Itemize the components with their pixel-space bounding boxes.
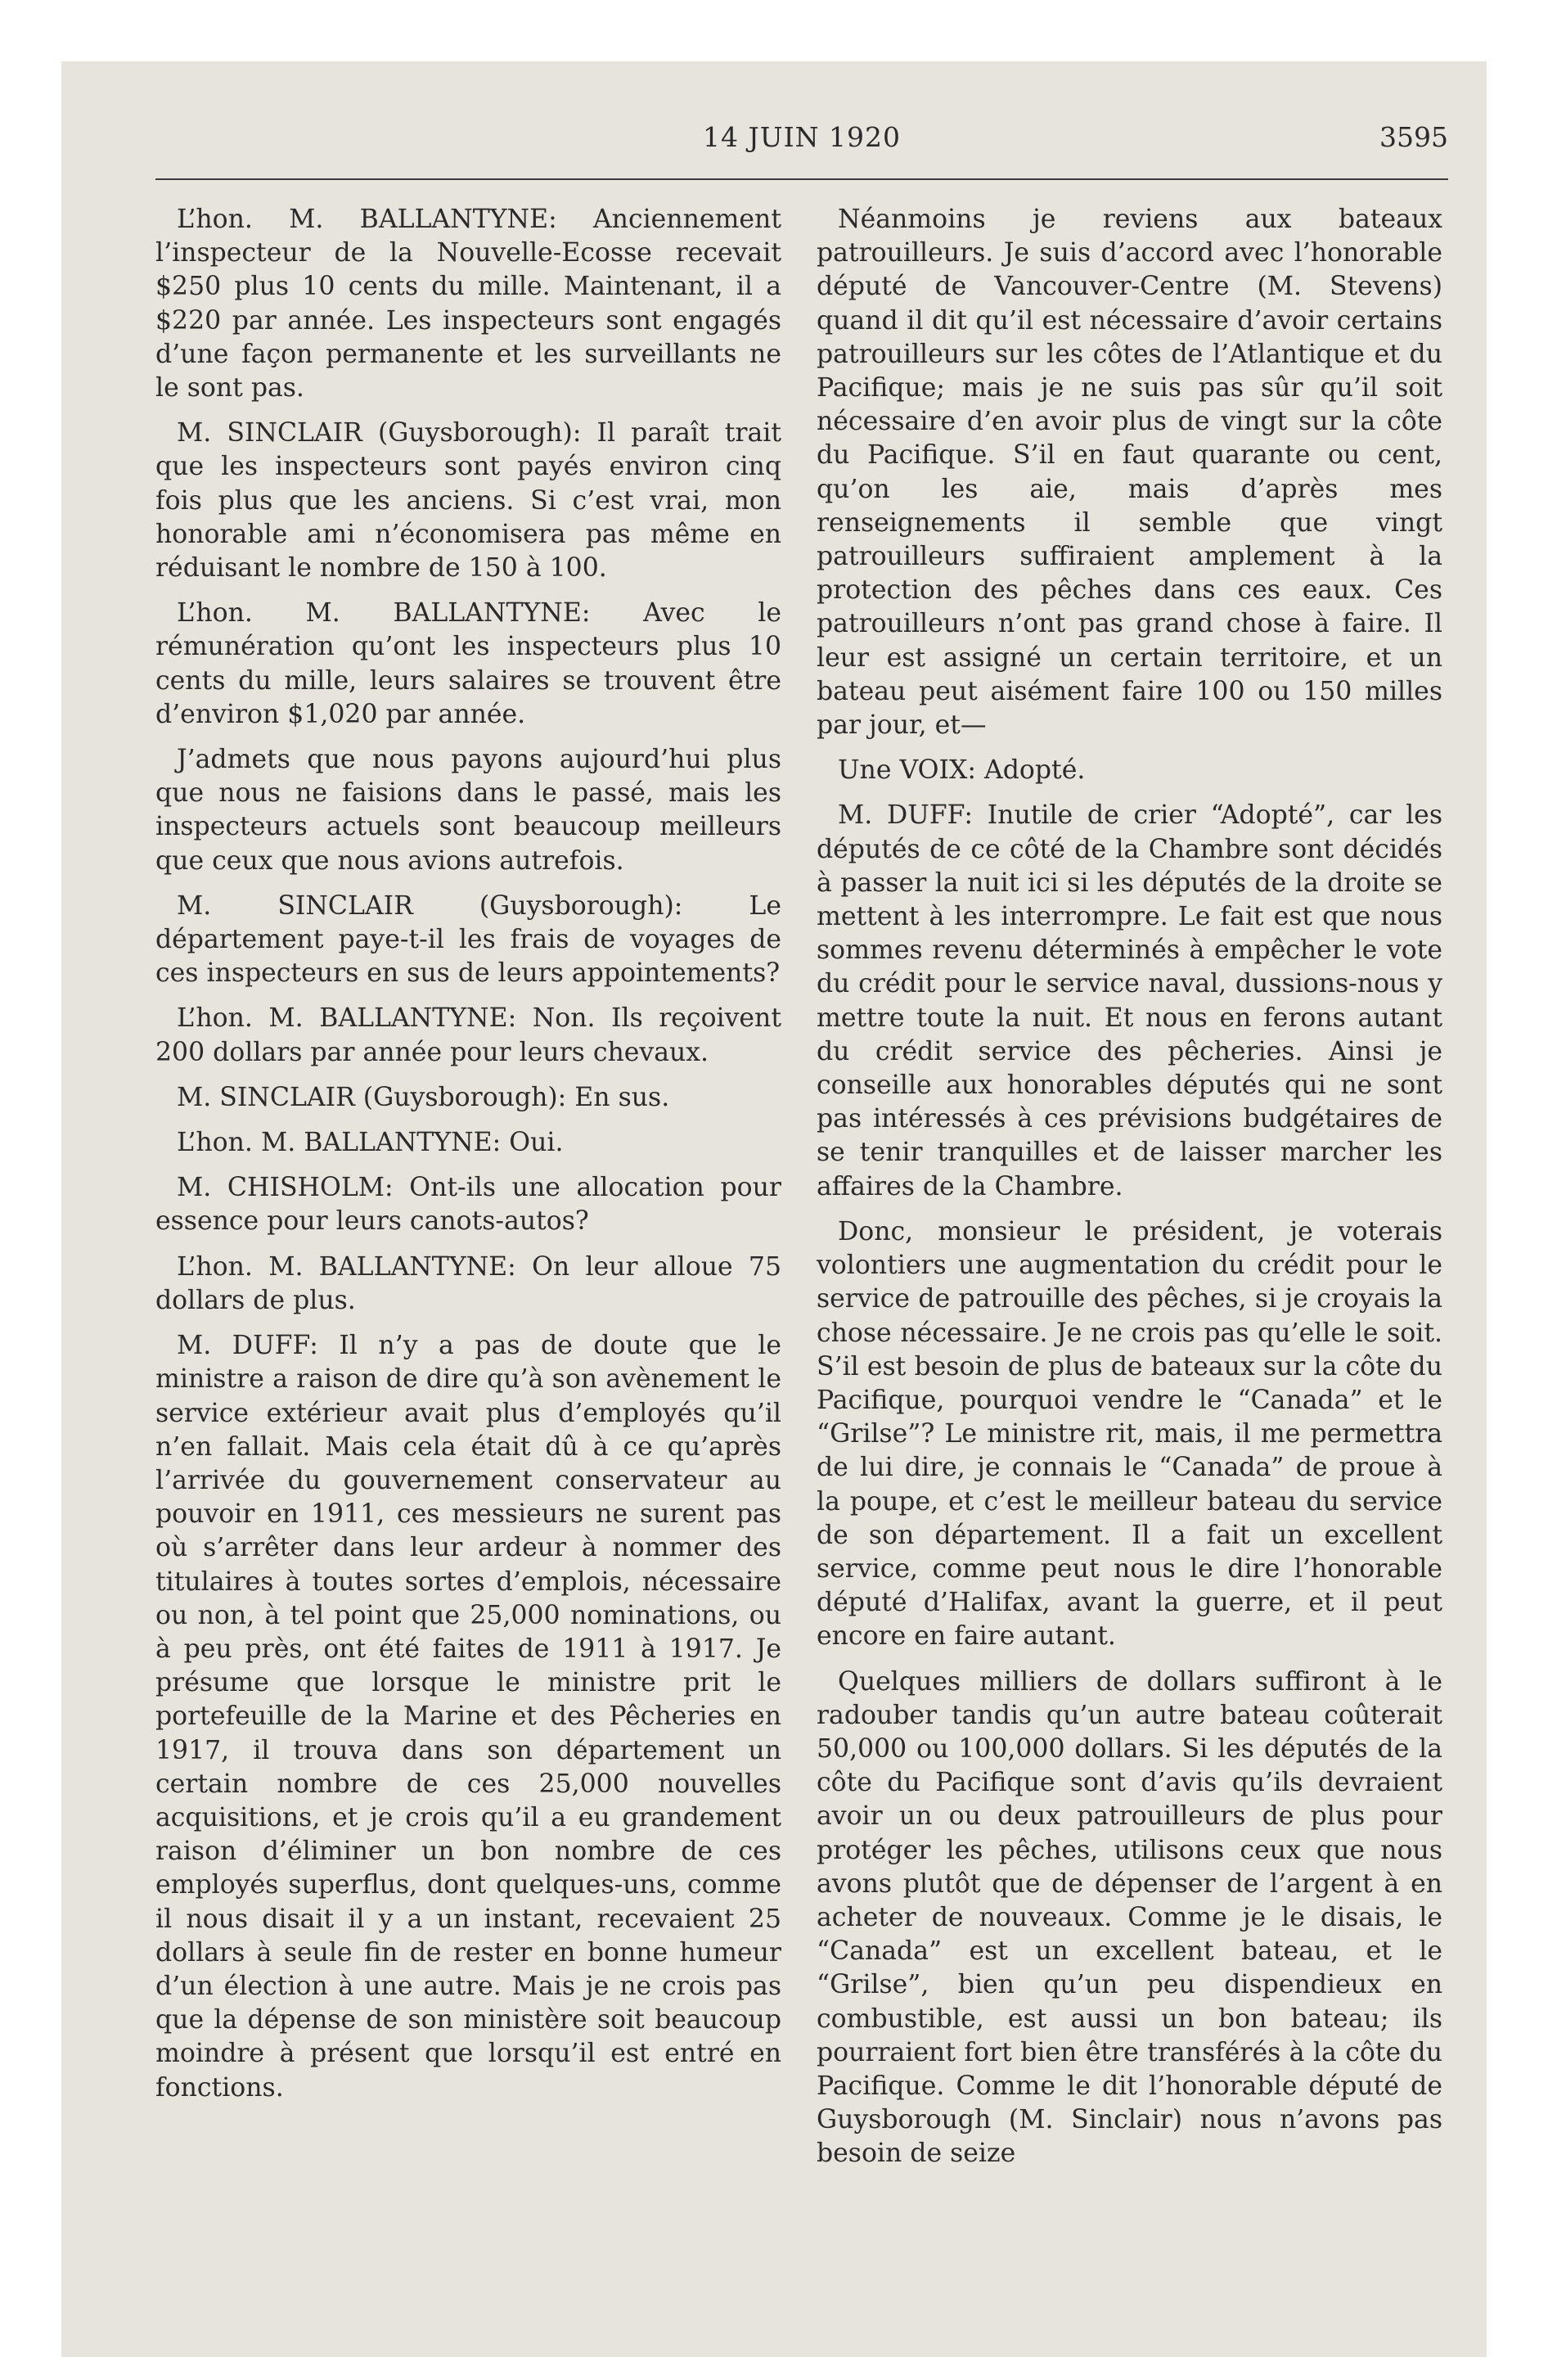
paragraph: M. SINCLAIR (Guysborough): Il paraît trait que les inspecteurs sont payés environ cinq fois plus que les anciens. Si c’est vrai, mon honorable ami n’économisera pas même en réduisant le nombre de 150 à 100. bbox=[155, 418, 781, 584]
paragraph: L’hon. M. BALLANTYNE: Avec le rémunération qu’ont les inspecteurs plus 10 cents du mille, leurs salaires se trouvent être d’environ $1,020 par année. bbox=[155, 598, 781, 729]
paragraph: Donc, monsieur le président, je voterais volontiers une augmentation du crédit pour le service de patrouille des pêches, si je croyais la chose nécessaire. Je ne crois pas qu’elle le soit. S’il est besoin de plus de bateaux sur la côte du Pacifique, pourquoi vendre le “Canada” et le “Grilse”? Le ministre rit, mais, il me permettra de lui dire, je connais le “Canada” de proue à la poupe, et c’est le meilleur bateau du service de son département. Il a fait un excellent service, comme peut nous le dire l’honorable député d’Halifax, avant la guerre, et il peut encore en faire autant. bbox=[817, 1216, 1442, 1652]
right-column bbox=[817, 203, 1442, 2183]
paragraph: L’hon. M. BALLANTYNE: Non. Ils reçoivent 200 dollars par année pour leurs chevaux. bbox=[155, 1003, 781, 1067]
paragraph: M. CHISHOLM: Ont-ils une allocation pour essence pour leurs canots-autos? bbox=[155, 1173, 781, 1237]
paragraph: Néanmoins je reviens aux bateaux patrouilleurs. Je suis d’accord avec l’honorable député de Vancouver-Centre (M. Stevens) quand il dit qu’il est nécessaire d’avoir certains patrouilleurs sur les côtes de l’Atlantique et du Pacifique; mais je ne suis pas sûr qu’il soit nécessaire d’en avoir plus de vingt sur la côte du Pacifique. S’il en faut quarante ou cent, qu’on les aie, mais d’après mes renseignements il semble que vingt patrouilleurs suffiraient amplement à la protection des pêches dans ces eaux. Ces patrouilleurs n’ont pas grand chose à faire. Il leur est assigné un certain territoire, et un bateau peut aisément faire 100 ou 150 milles par jour, et— bbox=[817, 205, 1442, 741]
paragraph: Quelques milliers de dollars suffiront à le radouber tandis qu’un autre bateau coûterait 50,000 ou 100,000 dollars. Si les députés de la côte du Pacifique sont d’avis qu’ils devraient avoir un ou deux patrouilleurs de plus pour protéger les pêches, utilisons ceux que nous avons plutôt que de dépenser de l’argent à en acheter de nouveaux. Comme je le disais, le “Canada” est un excellent bateau, et le “Grilse”, bien qu’un peu dispendieux en combustible, est aussi un bon bateau; ils pourraient fort bien être transférés à la côte du Pacifique. Comme le dit l’honorable député de Guysborough (M. Sinclair) nous n’avons pas besoin de seize bbox=[817, 1666, 1442, 2169]
paragraph: Une VOIX: Adopté. bbox=[838, 755, 1086, 786]
page bbox=[155, 98, 1448, 2226]
paragraph: M. SINCLAIR (Guysborough): En sus. bbox=[177, 1082, 670, 1112]
page-number: 3595 bbox=[1379, 121, 1448, 153]
page-date: 14 JUIN 1920 bbox=[703, 121, 901, 153]
paragraph: L’hon. M. BALLANTYNE: Oui. bbox=[177, 1128, 564, 1158]
header-rule bbox=[155, 178, 1448, 180]
paragraph: J’admets que nous payons aujourd’hui plus que nous ne faisions dans le passé, mais les inspecteurs actuels sont beaucoup meilleurs que ceux que nous avions autrefois. bbox=[155, 745, 781, 876]
paragraph: L’hon. M. BALLANTYNE: On leur alloue 75 dollars de plus. bbox=[155, 1251, 781, 1315]
paragraph: M. SINCLAIR (Guysborough): Le département paye-t-il les frais de voyages de ces inspecteurs en sus de leurs appointements? bbox=[155, 890, 781, 989]
paragraph: L’hon. M. BALLANTYNE: Anciennement l’inspecteur de la Nouvelle-Ecosse recevait $250 plus 10 cents du mille. Maintenant, il a $220 par année. Les inspecteurs sont engagés d’une façon permanente et les surveillants ne le sont pas. bbox=[155, 205, 781, 403]
paragraph: M. DUFF: Il n’y a pas de doute que le ministre a raison de dire qu’à son avènement le service extérieur avait plus d’employés qu’il n’en fallait. Mais cela était dû à ce qu’après l’arrivée du gouvernement conservateur au pouvoir en 1911, ces messieurs ne surent pas où s’arrêter dans leur ardeur à nommer des titulaires à toutes sortes d’emplois, nécessaire ou non, à tel point que 25,000 nominations, ou à peu près, ont été faites de 1911 à 1917. Je présume que lorsque le ministre prit le portefeuille de la Marine et des Pêcheries en 1917, il trouva dans son département un certain nombre de ces 25,000 nouvelles acquisitions, et je crois qu’il a eu grandement raison d’éliminer un bon nombre de ces employés superflus, dont quelques-uns, comme il nous disait il y a un instant, recevaient 25 dollars à seule fin de rester en bonne humeur d’un élection à une autre. Mais je ne crois pas que la dépense de son ministère soit beaucoup moindre à présent que lorsqu’il est entré en fonctions. bbox=[155, 1331, 781, 2103]
left-column bbox=[155, 203, 781, 2116]
running-header bbox=[155, 121, 1448, 162]
paragraph: M. DUFF: Inutile de crier “Adopté”, car les députés de ce côté de la Chambre sont décidés à passer la nuit ici si les députés de la droite se mettent à les interrompre. Le fait est que nous sommes revenu déterminés à empêcher le vote du crédit pour le service naval, dussions-nous y mettre toute la nuit. Et nous en ferons autant du crédit service des pêcheries. Ainsi je conseille aux honorables députés qui ne sont pas intéressés à ces prévisions budgétaires de se tenir tranquilles et de laisser marcher les affaires de la Chambre. bbox=[817, 800, 1442, 1201]
